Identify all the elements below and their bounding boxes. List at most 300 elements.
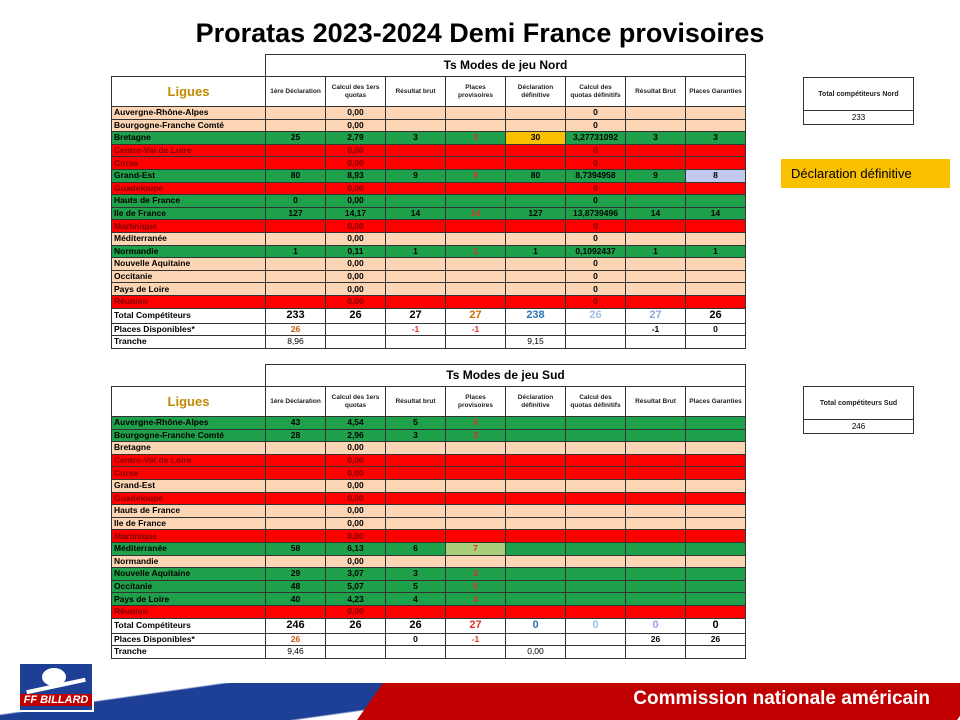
- cell: 58: [266, 542, 326, 555]
- table-sud: [111, 364, 746, 659]
- cell: [446, 467, 506, 480]
- cell: [506, 157, 566, 170]
- cell: 0,00: [326, 270, 386, 283]
- cell: 0,00: [326, 232, 386, 245]
- cell: [566, 492, 626, 505]
- cell: [506, 555, 566, 568]
- cell: [386, 220, 446, 233]
- tranche-cell: [446, 336, 506, 349]
- cell: [446, 492, 506, 505]
- total-cell: 238: [506, 308, 566, 323]
- ligue-name: Ile de France: [112, 207, 266, 220]
- legend-declaration-definitive: Déclaration définitive: [781, 159, 950, 188]
- cell: [386, 442, 446, 455]
- cell: [506, 530, 566, 543]
- cell: 0,00: [326, 182, 386, 195]
- ligue-name: Méditerranée: [112, 542, 266, 555]
- cell: 127: [506, 207, 566, 220]
- cell: [686, 258, 746, 271]
- tranche-cell: [686, 336, 746, 349]
- cell: [266, 295, 326, 308]
- cell: 0,00: [326, 467, 386, 480]
- cell: [446, 555, 506, 568]
- cell: [386, 107, 446, 120]
- cell: [506, 442, 566, 455]
- table-row: [112, 232, 746, 245]
- cell: 4: [386, 593, 446, 606]
- cell: [386, 182, 446, 195]
- band-spacer: [112, 55, 266, 77]
- cell: [686, 505, 746, 518]
- cell: [446, 157, 506, 170]
- cell: [386, 232, 446, 245]
- cell: [566, 593, 626, 606]
- cell: 0,00: [326, 442, 386, 455]
- cell: 14: [626, 207, 686, 220]
- cell: [266, 107, 326, 120]
- cell: [446, 258, 506, 271]
- col-header: Déclaration définitive: [506, 77, 566, 107]
- ligue-name: Centre-Val de Loire: [112, 144, 266, 157]
- band-spacer: [112, 365, 266, 387]
- cell: 4: [446, 593, 506, 606]
- table-row: [112, 467, 746, 480]
- cell: [506, 107, 566, 120]
- cell: [626, 195, 686, 208]
- places-cell: [326, 633, 386, 646]
- cell: [506, 517, 566, 530]
- cell: [686, 542, 746, 555]
- col-header: Résultat brut: [386, 387, 446, 417]
- tranche-cell: [326, 336, 386, 349]
- places-cell: -1: [446, 633, 506, 646]
- cell: 40: [266, 593, 326, 606]
- footer-commission-text: Commission nationale américain: [633, 688, 930, 709]
- cell: [266, 555, 326, 568]
- cell: 0,11: [326, 245, 386, 258]
- cell: 0: [566, 232, 626, 245]
- cell: 0: [566, 119, 626, 132]
- table-row: [112, 580, 746, 593]
- table-row: [112, 245, 746, 258]
- cell: [686, 119, 746, 132]
- table-row: [112, 517, 746, 530]
- table-row: [112, 169, 746, 182]
- cell: [386, 195, 446, 208]
- cell: [506, 182, 566, 195]
- col-header: 1ère Déclaration: [266, 387, 326, 417]
- header-row: [112, 77, 746, 107]
- tranche-cell: 9,15: [506, 336, 566, 349]
- cell: 5,07: [326, 580, 386, 593]
- cell: 3: [386, 132, 446, 145]
- cell: [446, 220, 506, 233]
- tranche-cell: [626, 646, 686, 659]
- col-header: Résultat brut: [386, 77, 446, 107]
- total-cell: 27: [446, 308, 506, 323]
- logo-text: FF BILLARD: [20, 694, 92, 706]
- cell: 30: [506, 132, 566, 145]
- col-header: Places provisoires: [446, 387, 506, 417]
- cell: 0,00: [326, 295, 386, 308]
- tranche-cell: 0,00: [506, 646, 566, 659]
- cell: 48: [266, 580, 326, 593]
- total-cell: 26: [326, 618, 386, 633]
- cell: 0,00: [326, 492, 386, 505]
- cell: [506, 295, 566, 308]
- ligue-name: Réunion: [112, 605, 266, 618]
- table-row: [112, 295, 746, 308]
- places-cell: [506, 633, 566, 646]
- cell: [686, 232, 746, 245]
- cell: [626, 454, 686, 467]
- table-row: [112, 144, 746, 157]
- cell: [626, 555, 686, 568]
- places-cell: 26: [266, 323, 326, 336]
- cell: [386, 605, 446, 618]
- ligue-name: Bretagne: [112, 132, 266, 145]
- cell: [386, 144, 446, 157]
- cell: [626, 492, 686, 505]
- cell: [626, 182, 686, 195]
- table-row: [112, 283, 746, 296]
- ligue-name: Hauts de France: [112, 195, 266, 208]
- cell: [686, 442, 746, 455]
- cell: [506, 580, 566, 593]
- total-cell: 26: [386, 618, 446, 633]
- places-row: [112, 323, 746, 336]
- cell: 9: [626, 169, 686, 182]
- band-title: Ts Modes de jeu Sud: [266, 365, 746, 387]
- ligue-name: Centre-Val de Loire: [112, 454, 266, 467]
- cell: [266, 492, 326, 505]
- table-row: [112, 107, 746, 120]
- cell: [686, 220, 746, 233]
- side-box-sud: [803, 386, 914, 434]
- cell: [686, 454, 746, 467]
- cell: [266, 144, 326, 157]
- places-cell: [506, 323, 566, 336]
- side-box-nord: [803, 77, 914, 125]
- col-header: Calcul des quotas définitifs: [566, 77, 626, 107]
- total-cell: 0: [506, 618, 566, 633]
- cell: [266, 258, 326, 271]
- cell: [266, 232, 326, 245]
- cell: [506, 417, 566, 430]
- cell: [386, 157, 446, 170]
- cell: 9: [446, 169, 506, 182]
- table-row: [112, 270, 746, 283]
- tranche-cell: [386, 336, 446, 349]
- cell: [686, 195, 746, 208]
- side-box-sud-value: 246: [851, 422, 866, 431]
- cell: [386, 555, 446, 568]
- cell: [446, 530, 506, 543]
- ligue-name: Corse: [112, 467, 266, 480]
- cell: [686, 479, 746, 492]
- ligues-header: Ligues: [112, 387, 266, 417]
- cell: [506, 568, 566, 581]
- cell: [686, 107, 746, 120]
- total-cell: 246: [266, 618, 326, 633]
- cell: [686, 580, 746, 593]
- cell: [446, 442, 506, 455]
- cell: 25: [266, 132, 326, 145]
- tranche-row: [112, 646, 746, 659]
- places-cell: 0: [386, 633, 446, 646]
- col-header: Résultat Brut: [626, 77, 686, 107]
- cell: [626, 119, 686, 132]
- cell: 8,7394958: [566, 169, 626, 182]
- total-cell: 233: [266, 308, 326, 323]
- cell: [626, 144, 686, 157]
- tranche-label: Tranche: [112, 646, 266, 659]
- cell: 1: [686, 245, 746, 258]
- cell: 14: [446, 207, 506, 220]
- cell: [446, 454, 506, 467]
- cell: [506, 505, 566, 518]
- cell: 3,27731092: [566, 132, 626, 145]
- cell: [386, 454, 446, 467]
- cell: [506, 258, 566, 271]
- cell: 3: [386, 568, 446, 581]
- col-header: Calcul des 1ers quotas: [326, 387, 386, 417]
- cell: [686, 517, 746, 530]
- cell: [446, 505, 506, 518]
- cell: [626, 505, 686, 518]
- cell: [686, 605, 746, 618]
- table-row: [112, 207, 746, 220]
- cell: [626, 517, 686, 530]
- cell: [446, 232, 506, 245]
- ligue-name: Grand-Est: [112, 169, 266, 182]
- cell: [566, 479, 626, 492]
- col-header: Déclaration définitive: [506, 387, 566, 417]
- cell: 3: [686, 132, 746, 145]
- cell: [266, 119, 326, 132]
- ligue-name: Normandie: [112, 555, 266, 568]
- cell: 2,79: [326, 132, 386, 145]
- col-header: Résultat Brut: [626, 387, 686, 417]
- tranche-cell: 9,46: [266, 646, 326, 659]
- cell: 0: [566, 283, 626, 296]
- cell: [446, 195, 506, 208]
- ligue-name: Auvergne-Rhône-Alpes: [112, 417, 266, 430]
- cell: [686, 283, 746, 296]
- places-cell: 26: [266, 633, 326, 646]
- cell: [506, 220, 566, 233]
- cell: 0,00: [326, 157, 386, 170]
- places-row: [112, 633, 746, 646]
- cell: 6,13: [326, 542, 386, 555]
- cell: [446, 182, 506, 195]
- cell: [386, 119, 446, 132]
- col-header: Places provisoires: [446, 77, 506, 107]
- cell: [626, 605, 686, 618]
- cell: [626, 258, 686, 271]
- cell: [386, 505, 446, 518]
- ligue-name: Réunion: [112, 295, 266, 308]
- cell: [686, 270, 746, 283]
- cell: [506, 454, 566, 467]
- cell: 0,1092437: [566, 245, 626, 258]
- cell: [566, 417, 626, 430]
- side-box-sud-label: Total compétiteurs Sud: [804, 387, 913, 420]
- cell: [686, 492, 746, 505]
- cell: 1: [626, 245, 686, 258]
- cell: 0,00: [326, 220, 386, 233]
- cell: 14,17: [326, 207, 386, 220]
- cell: 3: [386, 429, 446, 442]
- cell: [446, 605, 506, 618]
- cell: 6: [386, 542, 446, 555]
- cell: 5: [446, 580, 506, 593]
- cell: [566, 429, 626, 442]
- cell: [506, 492, 566, 505]
- cell: [266, 454, 326, 467]
- cell: [266, 505, 326, 518]
- cell: 0,00: [326, 195, 386, 208]
- total-cell: 27: [386, 308, 446, 323]
- col-header: Calcul des quotas définitifs: [566, 387, 626, 417]
- cell: [686, 429, 746, 442]
- table-row: [112, 258, 746, 271]
- cell: 127: [266, 207, 326, 220]
- cell: [266, 442, 326, 455]
- cell: [266, 530, 326, 543]
- cell: [686, 417, 746, 430]
- cell: [386, 517, 446, 530]
- cell: [566, 580, 626, 593]
- header-row: [112, 387, 746, 417]
- ligues-header: Ligues: [112, 77, 266, 107]
- cell: [266, 270, 326, 283]
- col-header: Places Garanties: [686, 77, 746, 107]
- cell: 0: [566, 295, 626, 308]
- total-cell: 0: [566, 618, 626, 633]
- tranche-cell: [566, 336, 626, 349]
- table-row: [112, 429, 746, 442]
- cell: [626, 479, 686, 492]
- total-cell: 26: [566, 308, 626, 323]
- ligue-name: Martinique: [112, 530, 266, 543]
- tranche-cell: [326, 646, 386, 659]
- places-cell: [566, 323, 626, 336]
- cell: [626, 283, 686, 296]
- ligue-name: Guadeloupe: [112, 492, 266, 505]
- ff-billard-logo: [18, 662, 94, 712]
- places-cell: -1: [446, 323, 506, 336]
- table-row: [112, 593, 746, 606]
- cell: [446, 283, 506, 296]
- places-label: Places Disponibles*: [112, 633, 266, 646]
- side-box-nord-value: 233: [851, 113, 866, 122]
- cell: 3: [626, 132, 686, 145]
- places-cell: 26: [626, 633, 686, 646]
- cell: 28: [266, 429, 326, 442]
- cell: 0,00: [326, 605, 386, 618]
- cell: 13,8739496: [566, 207, 626, 220]
- table-row: [112, 492, 746, 505]
- table-row: [112, 454, 746, 467]
- ligue-name: Pays de Loire: [112, 593, 266, 606]
- total-cell: 26: [686, 308, 746, 323]
- table-nord: [111, 54, 746, 349]
- cell: 1: [506, 245, 566, 258]
- cell: 14: [386, 207, 446, 220]
- cell: 4,23: [326, 593, 386, 606]
- total-cell: 27: [626, 308, 686, 323]
- cell: 0: [566, 270, 626, 283]
- ligue-name: Grand-Est: [112, 479, 266, 492]
- cell: [626, 232, 686, 245]
- cell: [446, 144, 506, 157]
- cell: [506, 542, 566, 555]
- cell: [626, 107, 686, 120]
- table-row: [112, 542, 746, 555]
- cell: 43: [266, 417, 326, 430]
- cell: 8: [686, 169, 746, 182]
- cell: [386, 530, 446, 543]
- cell: 0,00: [326, 258, 386, 271]
- cell: [566, 442, 626, 455]
- cell: [686, 530, 746, 543]
- cell: 1: [266, 245, 326, 258]
- col-header: Places Garanties: [686, 387, 746, 417]
- cell: [386, 283, 446, 296]
- cell: [266, 182, 326, 195]
- cell: 5: [386, 417, 446, 430]
- table-row: [112, 505, 746, 518]
- cell: [626, 530, 686, 543]
- cell: [626, 295, 686, 308]
- cell: [566, 530, 626, 543]
- cell: 80: [266, 169, 326, 182]
- cell: 0,00: [326, 283, 386, 296]
- cell: [566, 505, 626, 518]
- cell: 0,00: [326, 530, 386, 543]
- cell: [686, 157, 746, 170]
- ligue-name: Ile de France: [112, 517, 266, 530]
- cell: [566, 454, 626, 467]
- cell: 0: [566, 182, 626, 195]
- ligue-name: Méditerranée: [112, 232, 266, 245]
- places-cell: 0: [686, 323, 746, 336]
- tranche-cell: [446, 646, 506, 659]
- cell: 0,00: [326, 479, 386, 492]
- table-row: [112, 182, 746, 195]
- cell: [626, 270, 686, 283]
- table-row: [112, 568, 746, 581]
- total-label: Total Compétiteurs: [112, 618, 266, 633]
- band-title: Ts Modes de jeu Nord: [266, 55, 746, 77]
- cell: [686, 182, 746, 195]
- cell: 0: [566, 258, 626, 271]
- total-cell: 26: [326, 308, 386, 323]
- ligue-name: Bourgogne-Franche Comté: [112, 119, 266, 132]
- cell: [446, 479, 506, 492]
- cell: [506, 144, 566, 157]
- cell: [686, 295, 746, 308]
- total-cell: 0: [626, 618, 686, 633]
- ligue-name: Martinique: [112, 220, 266, 233]
- cell: [386, 479, 446, 492]
- cell: [626, 542, 686, 555]
- cell: 8,93: [326, 169, 386, 182]
- cell: 5: [386, 580, 446, 593]
- cell: 0,00: [326, 144, 386, 157]
- cell: 0,00: [326, 555, 386, 568]
